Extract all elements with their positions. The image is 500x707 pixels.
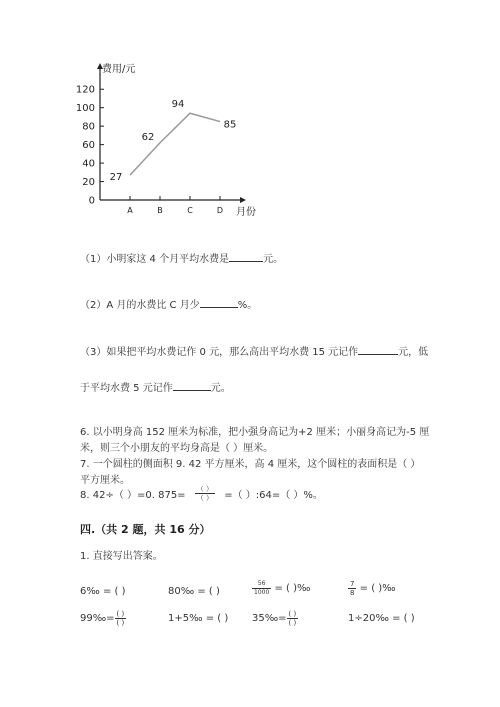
x-tick-label: D <box>216 206 224 215</box>
x-tick-label: C <box>187 206 193 215</box>
question-3-line-2 <box>80 379 231 394</box>
calc-item: 1+5‰ = ( ) <box>168 613 229 624</box>
line-chart <box>60 55 280 220</box>
fraction-numerator: 7 <box>350 580 355 588</box>
calc-item-text: 35‰= <box>252 613 287 624</box>
calc-item <box>80 610 126 627</box>
y-tick-label: 60 <box>82 140 95 152</box>
x-tick-label: B <box>157 206 163 215</box>
fraction-numerator: ( ) <box>288 610 297 618</box>
question-8-text-b: =（ ）:64=（ ）%。 <box>224 490 323 501</box>
fraction <box>287 610 299 627</box>
calc-item-text: 99‰= <box>80 613 115 624</box>
answer-blank <box>200 297 238 308</box>
fraction <box>252 580 271 597</box>
y-tick-label: 80 <box>82 121 95 133</box>
section-subtitle: 1. 直接写出答案。 <box>80 551 163 562</box>
calc-item <box>348 580 396 597</box>
question-2 <box>80 296 257 311</box>
question-8 <box>80 485 323 502</box>
y-tick-label: 40 <box>82 158 95 170</box>
question-7-line-1: 7. 一个圆柱的侧面积 9. 42 平方厘米，高 4 厘米，这个圆柱的表面积是（ ） <box>80 459 421 470</box>
fraction-numerator: ( ) <box>116 610 125 618</box>
question-1 <box>80 250 283 265</box>
data-label: 27 <box>109 172 123 184</box>
x-axis-title: 月份 <box>236 207 256 218</box>
fraction-denominator: （ ） <box>196 494 213 502</box>
answer-blank <box>358 344 398 355</box>
fraction <box>195 485 215 502</box>
calc-item-tail: = ( )‰ <box>271 583 311 594</box>
question-3-line-1 <box>80 343 428 358</box>
y-tick-label: 100 <box>75 103 95 115</box>
question-3-tail: 元。 <box>210 383 231 394</box>
calc-item <box>252 580 310 597</box>
question-6-line-1: 6. 以小明身高 152 厘米为标准，把小强身高记为+2 厘米；小丽身高记为-5 厘 <box>80 427 430 438</box>
data-line <box>130 113 220 175</box>
question-2-tail: %。 <box>237 300 258 311</box>
question-1-text: （1）小明家这 4 个月平均水费是 <box>80 254 230 265</box>
question-7-line-2: 平方厘米。 <box>80 475 130 486</box>
fraction-denominator: 1000 <box>254 589 270 596</box>
data-label: 62 <box>141 131 155 143</box>
x-axis-arrow <box>240 197 246 203</box>
fraction <box>115 610 127 627</box>
answer-blank <box>173 380 211 391</box>
question-3-text: （3）如果把平均水费记作 0 元，那么高出平均水费 15 元记作 <box>80 347 359 358</box>
fraction-denominator: 8 <box>350 589 355 597</box>
fraction-numerator: （ ） <box>196 485 213 493</box>
question-2-text: （2）A 月的水费比 C 月少 <box>80 300 200 311</box>
calc-item: 1÷20‰ = ( ) <box>348 613 415 624</box>
section-title: 四.（共 2 题，共 16 分） <box>80 523 211 536</box>
data-label: 85 <box>223 119 237 131</box>
y-tick-label: 0 <box>88 195 95 207</box>
data-label: 94 <box>171 99 185 111</box>
x-tick-label: A <box>127 206 133 215</box>
fraction-numerator: 56 <box>252 580 271 589</box>
calc-item: 6‰ = ( ) <box>80 586 126 597</box>
calc-item-tail: = ( )‰ <box>356 583 396 594</box>
fraction-denominator: ( ) <box>288 619 297 627</box>
calc-item <box>252 610 298 627</box>
question-3-text-b: 元，低 <box>398 347 429 358</box>
question-1-tail: 元。 <box>263 254 284 265</box>
answer-blank <box>229 251 263 262</box>
question-8-text-a: 8. 42÷（ ）=0. 875= <box>80 490 186 501</box>
question-3-text-c: 于平均水费 5 元记作 <box>80 383 173 394</box>
y-tick-label: 20 <box>82 177 95 189</box>
y-tick-label: 120 <box>75 84 95 96</box>
fraction-denominator: ( ) <box>116 619 125 627</box>
question-6-line-2: 米，则三个小朋友的平均身高是（ ）厘米。 <box>80 443 274 454</box>
calc-item: 80‰ = ( ) <box>168 586 220 597</box>
y-axis-title: 费用/元 <box>102 64 136 75</box>
